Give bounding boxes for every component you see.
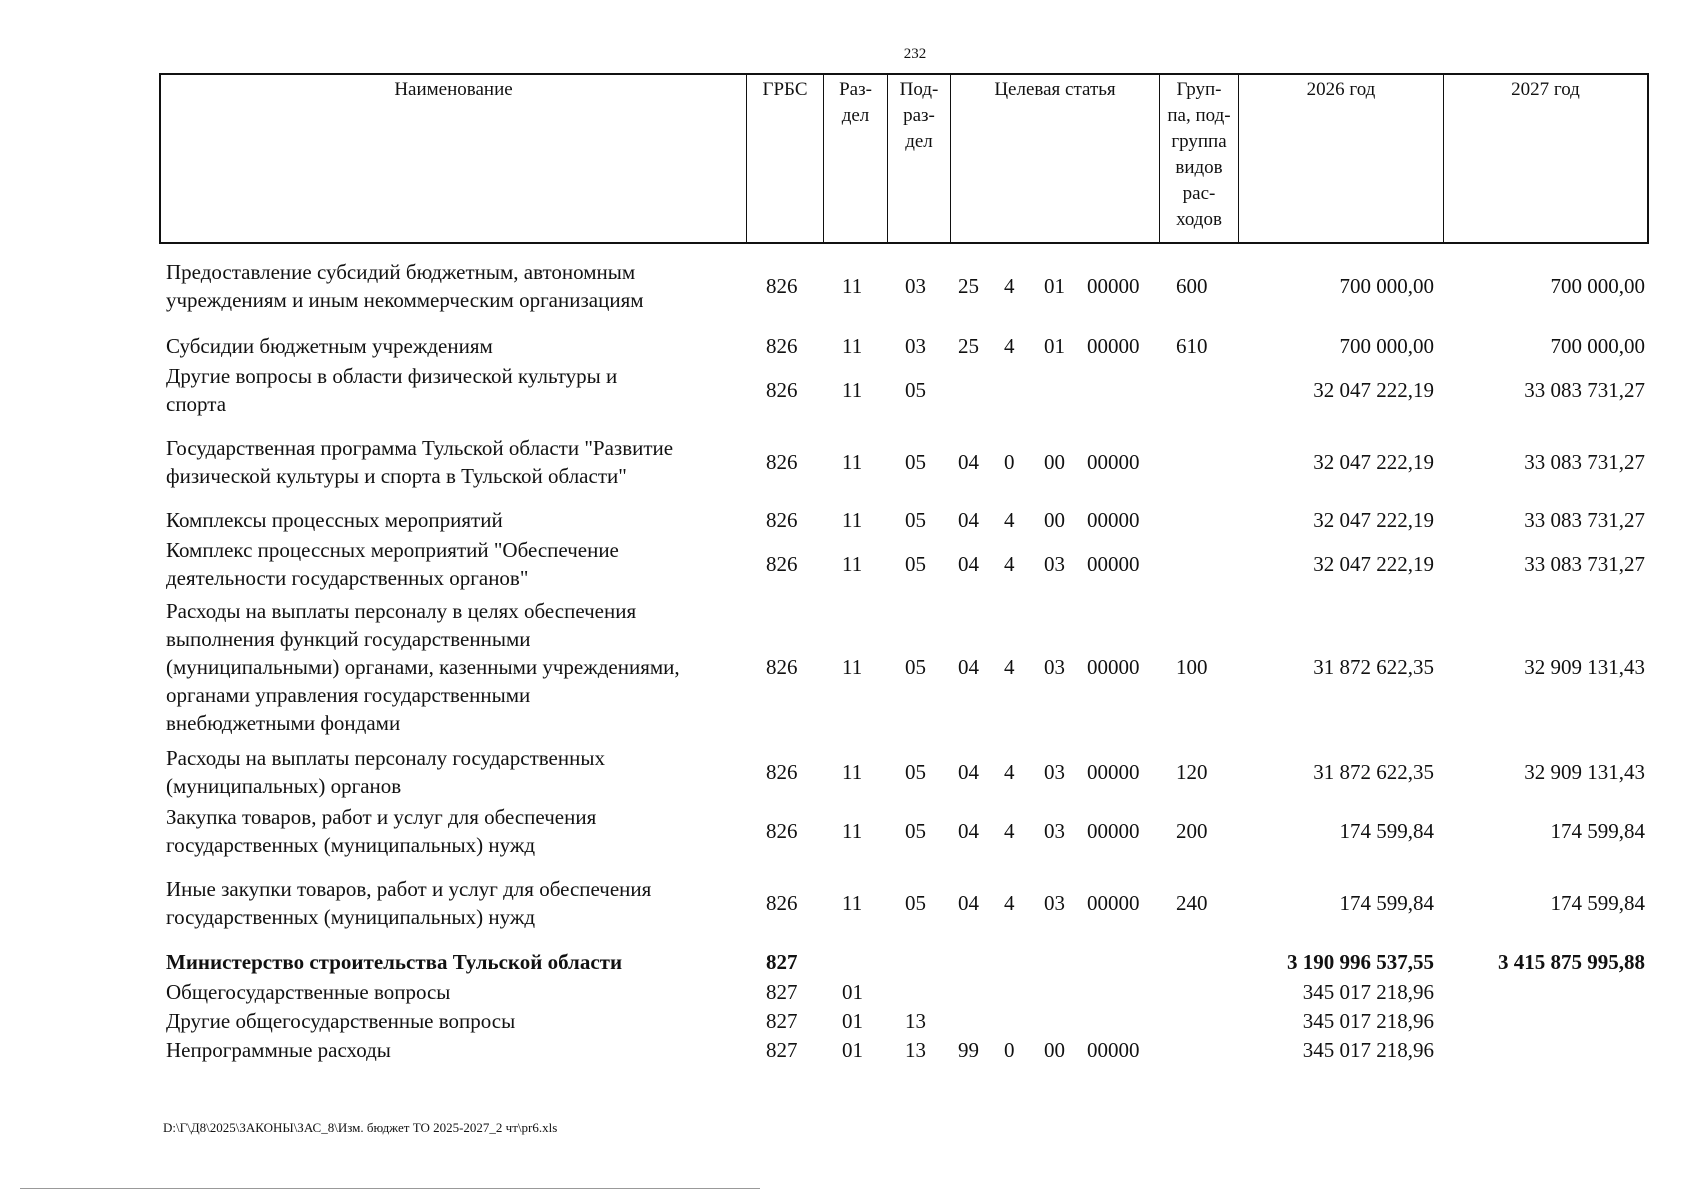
row-name-line: Министерство строительства Тульской области: [166, 950, 623, 974]
header-2026: 2026 год: [1239, 75, 1444, 242]
target-code-4: 00000: [1087, 891, 1140, 915]
row-name: [166, 803, 744, 859]
header-name: Наименование: [161, 75, 747, 242]
row-name: [166, 1036, 744, 1064]
row-name: [166, 1007, 744, 1035]
header-podrazdel: Под- раз- дел: [888, 75, 951, 242]
row-name-line: Общегосударственные вопросы: [166, 980, 451, 1004]
razdel-cell: 11: [842, 552, 863, 576]
podrazdel-cell: 05: [905, 655, 926, 679]
header-target: Целевая статья: [951, 75, 1160, 242]
target-code-2: 4: [1004, 508, 1015, 532]
grbs-cell: 826: [766, 274, 798, 298]
amount-2027: 33 083 731,27: [1524, 508, 1645, 532]
header-grbs: ГРБС: [747, 75, 824, 242]
row-name: [166, 744, 744, 800]
row-name: [166, 506, 744, 534]
row-name-line: выполнения функций государственными: [166, 627, 531, 651]
row-name: [166, 978, 744, 1006]
target-code-3: 03: [1044, 819, 1065, 843]
group-cell: 610: [1176, 334, 1208, 358]
razdel-cell: 11: [842, 760, 863, 784]
row-name-line: государственных (муниципальных) нужд: [166, 905, 536, 929]
amount-2027: 33 083 731,27: [1524, 552, 1645, 576]
razdel-cell: 11: [842, 378, 863, 402]
podrazdel-cell: 05: [905, 819, 926, 843]
target-code-4: 00000: [1087, 334, 1140, 358]
row-name-line: Другие вопросы в области физической культуры и: [166, 364, 618, 388]
podrazdel-cell: 05: [905, 378, 926, 402]
target-code-1: 04: [958, 655, 979, 679]
target-code-1: 99: [958, 1038, 979, 1062]
amount-2026: 345 017 218,96: [1302, 1009, 1434, 1033]
bottom-rule: [20, 1188, 760, 1189]
file-path-footer: D:\Г\Д8\2025\ЗАКОНЫ\ЗАС_8\Изм. бюджет ТО 2025-2027_2 чт\pr6.xls: [163, 1120, 558, 1135]
target-code-4: 00000: [1087, 655, 1140, 679]
target-code-2: 4: [1004, 655, 1015, 679]
target-code-4: 00000: [1087, 274, 1140, 298]
amount-2026: 700 000,00: [1339, 274, 1434, 298]
target-code-1: 04: [958, 552, 979, 576]
podrazdel-cell: 05: [905, 450, 926, 474]
amount-2026: 3 190 996 537,55: [1287, 950, 1434, 974]
podrazdel-cell: 03: [905, 274, 926, 298]
row-name-line: (муниципальными) органами, казенными учреждениями,: [166, 655, 680, 679]
target-code-3: 00: [1044, 450, 1065, 474]
target-code-3: 01: [1044, 274, 1065, 298]
razdel-cell: 11: [842, 819, 863, 843]
row-name-line: Предоставление субсидий бюджетным, автономным: [166, 260, 636, 284]
target-code-4: 00000: [1087, 1038, 1140, 1062]
group-cell: 600: [1176, 274, 1208, 298]
group-cell: 200: [1176, 819, 1208, 843]
grbs-cell: 826: [766, 891, 798, 915]
razdel-cell: 01: [842, 1009, 863, 1033]
razdel-cell: 11: [842, 891, 863, 915]
amount-2026: 32 047 222,19: [1313, 552, 1434, 576]
amount-2026: 32 047 222,19: [1313, 378, 1434, 402]
row-name-line: Иные закупки товаров, работ и услуг для обеспечения: [166, 877, 652, 901]
target-code-1: 04: [958, 819, 979, 843]
grbs-cell: 827: [766, 950, 798, 974]
target-code-2: 4: [1004, 891, 1015, 915]
target-code-4: 00000: [1087, 508, 1140, 532]
razdel-cell: 11: [842, 508, 863, 532]
row-name-line: органами управления государственными: [166, 683, 531, 707]
target-code-1: 04: [958, 891, 979, 915]
grbs-cell: 827: [766, 980, 798, 1004]
grbs-cell: 827: [766, 1009, 798, 1033]
razdel-cell: 11: [842, 274, 863, 298]
amount-2026: 700 000,00: [1339, 334, 1434, 358]
target-code-4: 00000: [1087, 450, 1140, 474]
amount-2027: 32 909 131,43: [1524, 655, 1645, 679]
row-name: [166, 597, 744, 737]
target-code-1: 25: [958, 274, 979, 298]
amount-2027: 3 415 875 995,88: [1498, 950, 1645, 974]
group-cell: 240: [1176, 891, 1208, 915]
razdel-cell: 11: [842, 334, 863, 358]
grbs-cell: 826: [766, 819, 798, 843]
row-name-line: Комплексы процессных мероприятий: [166, 508, 503, 532]
amount-2027: 700 000,00: [1550, 274, 1645, 298]
target-code-3: 01: [1044, 334, 1065, 358]
row-name: [166, 875, 744, 931]
row-name-line: Расходы на выплаты персоналу в целях обеспечения: [166, 599, 637, 623]
group-cell: 100: [1176, 655, 1208, 679]
target-code-3: 03: [1044, 891, 1065, 915]
target-code-1: 04: [958, 450, 979, 474]
target-code-2: 4: [1004, 274, 1015, 298]
razdel-cell: 11: [842, 450, 863, 474]
target-code-3: 03: [1044, 552, 1065, 576]
header-razdel: Раз- дел: [824, 75, 888, 242]
target-code-1: 25: [958, 334, 979, 358]
target-code-4: 00000: [1087, 819, 1140, 843]
grbs-cell: 827: [766, 1038, 798, 1062]
row-name-line: учреждениям и иным некоммерческим организациям: [166, 288, 644, 312]
target-code-2: 4: [1004, 819, 1015, 843]
amount-2027: 33 083 731,27: [1524, 450, 1645, 474]
target-code-2: 4: [1004, 334, 1015, 358]
amount-2026: 32 047 222,19: [1313, 508, 1434, 532]
podrazdel-cell: 13: [905, 1038, 926, 1062]
row-name: [166, 332, 744, 360]
target-code-3: 03: [1044, 655, 1065, 679]
podrazdel-cell: 05: [905, 891, 926, 915]
target-code-2: 4: [1004, 552, 1015, 576]
grbs-cell: 826: [766, 760, 798, 784]
target-code-2: 0: [1004, 1038, 1015, 1062]
target-code-2: 0: [1004, 450, 1015, 474]
row-name-line: Непрограммные расходы: [166, 1038, 391, 1062]
target-code-1: 04: [958, 508, 979, 532]
row-name-line: Расходы на выплаты персоналу государственных: [166, 746, 605, 770]
row-name-line: деятельности государственных органов": [166, 566, 529, 590]
grbs-cell: 826: [766, 378, 798, 402]
amount-2026: 31 872 622,35: [1313, 655, 1434, 679]
group-cell: 120: [1176, 760, 1208, 784]
podrazdel-cell: 05: [905, 760, 926, 784]
target-code-2: 4: [1004, 760, 1015, 784]
podrazdel-cell: 05: [905, 508, 926, 532]
grbs-cell: 826: [766, 655, 798, 679]
grbs-cell: 826: [766, 334, 798, 358]
row-name-line: физической культуры и спорта в Тульской области": [166, 464, 627, 488]
amount-2027: 700 000,00: [1550, 334, 1645, 358]
row-name-line: Комплекс процессных мероприятий "Обеспечение: [166, 538, 619, 562]
page-number: 232: [903, 46, 927, 62]
amount-2026: 174 599,84: [1339, 819, 1434, 843]
row-name-line: Другие общегосударственные вопросы: [166, 1009, 516, 1033]
target-code-4: 00000: [1087, 552, 1140, 576]
podrazdel-cell: 05: [905, 552, 926, 576]
podrazdel-cell: 13: [905, 1009, 926, 1033]
target-code-4: 00000: [1087, 760, 1140, 784]
amount-2026: 32 047 222,19: [1313, 450, 1434, 474]
row-name: [166, 948, 744, 976]
row-name: [166, 362, 744, 418]
row-name: [166, 258, 744, 314]
target-code-3: 00: [1044, 508, 1065, 532]
razdel-cell: 01: [842, 980, 863, 1004]
row-name-line: Субсидии бюджетным учреждениям: [166, 334, 493, 358]
grbs-cell: 826: [766, 450, 798, 474]
row-name-line: Закупка товаров, работ и услуг для обеспечения: [166, 805, 597, 829]
amount-2027: 174 599,84: [1550, 819, 1645, 843]
row-name: [166, 434, 744, 490]
grbs-cell: 826: [766, 552, 798, 576]
razdel-cell: 11: [842, 655, 863, 679]
target-code-1: 04: [958, 760, 979, 784]
header-2027: 2027 год: [1511, 79, 1580, 100]
amount-2027: 174 599,84: [1550, 891, 1645, 915]
amount-2026: 174 599,84: [1339, 891, 1434, 915]
row-name-line: государственных (муниципальных) нужд: [166, 833, 536, 857]
row-name: [166, 536, 744, 592]
target-code-3: 03: [1044, 760, 1065, 784]
row-name-line: спорта: [166, 392, 227, 416]
row-name-line: (муниципальных) органов: [166, 774, 402, 798]
podrazdel-cell: 03: [905, 334, 926, 358]
amount-2026: 31 872 622,35: [1313, 760, 1434, 784]
row-name-line: Государственная программа Тульской области "Развитие: [166, 436, 674, 460]
header-group: Груп- па, под- группа видов рас- ходов: [1160, 75, 1239, 242]
amount-2026: 345 017 218,96: [1302, 980, 1434, 1004]
target-code-3: 00: [1044, 1038, 1065, 1062]
row-name-line: внебюджетными фондами: [166, 711, 401, 735]
amount-2027: 32 909 131,43: [1524, 760, 1645, 784]
grbs-cell: 826: [766, 508, 798, 532]
amount-2026: 345 017 218,96: [1302, 1038, 1434, 1062]
razdel-cell: 01: [842, 1038, 863, 1062]
amount-2027: 33 083 731,27: [1524, 378, 1645, 402]
